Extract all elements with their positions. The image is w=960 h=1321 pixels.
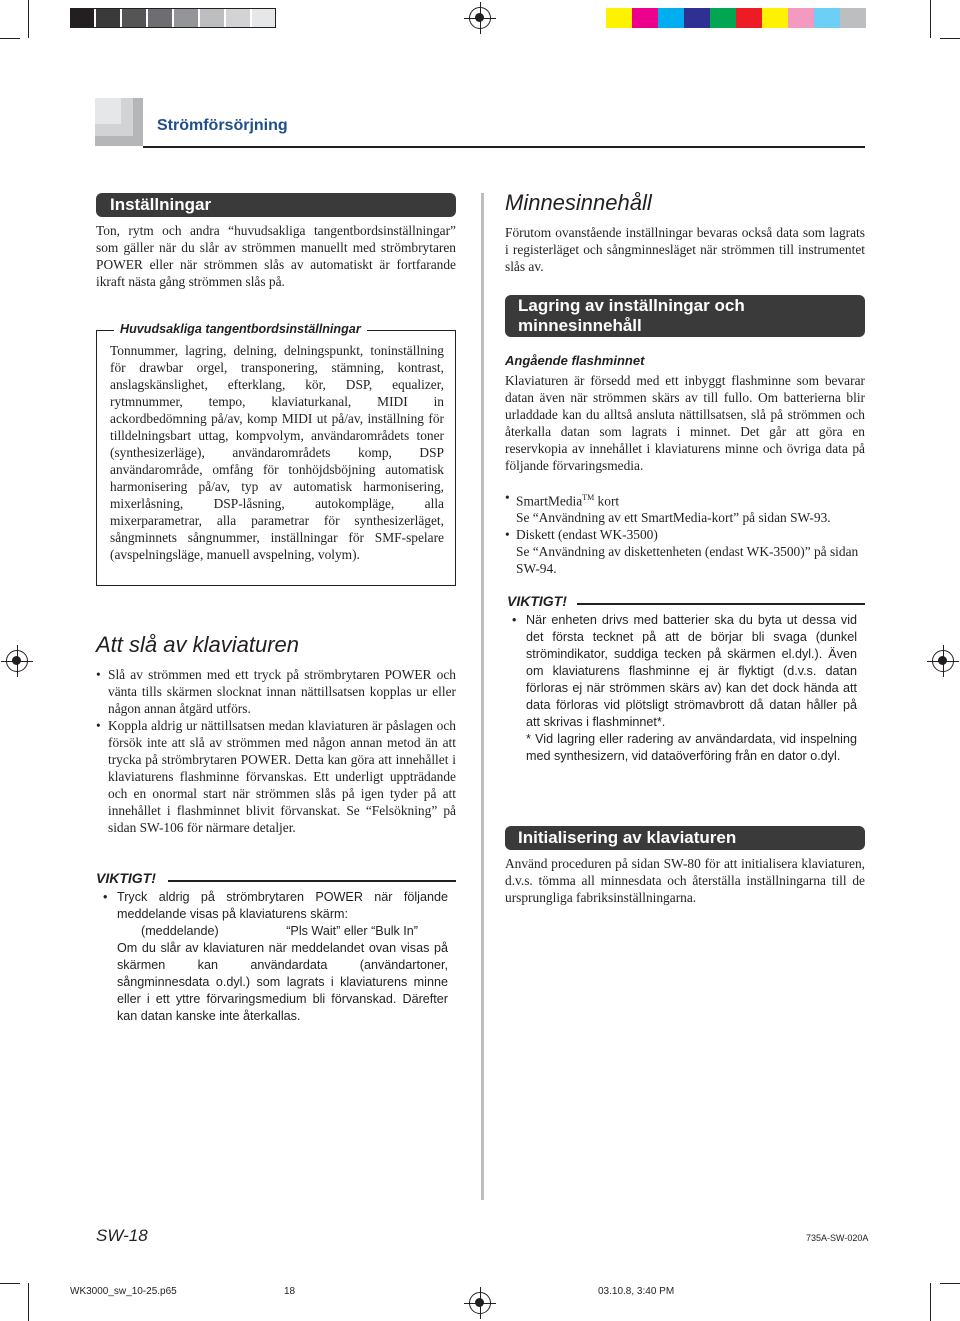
viktigt-rule <box>168 880 456 882</box>
installningar-text: Ton, rytm och andra “huvudsakliga tangentbordsinställningar” som gäller när du slår av strömmen manuellt med strömbrytaren POWER eller när strömmen slås av automatiskt är fortfarande ikraft nästa gång strömmen slås på. <box>96 223 456 289</box>
list-item: • Slå av strömmen med ett tryck på strömbrytaren POWER och vänta tills skärmen slocknat innan nättillsatsen kopplas ur eller någon annan åtgärd utförs. <box>96 666 456 717</box>
list-item: • Koppla aldrig ur nättillsatsen medan klaviaturen är påslagen och försök inte att slå av strömmen med någon annan metod än att trycka på strömbrytaren POWER. Detta kan göra att innehållet i klaviaturens flashminne förvanskas. Ett underligt uppträdande och en onormal start när strömmen slås på igen tyder på att innehållet i flashminnet blivit förvanskat. Se “Felsökning” på sidan SW-106 för närmare detaljer. <box>96 717 456 836</box>
viktigt-body-right: • När enheten drivs med batterier ska du byta ut dessa vid det första tecknet på att de börjar bli svaga (dunkel strömindikator, suddiga tecken på skärmen el.dyl.). Även om klaviaturens flashminne ej är flyktigt (d.v.s. datan förloras ej när strömmen skärs av) kan det dock hända att data förloras vid plötsligt strömavbrott då datan håller på att skrivas i flashminnet*. * Vid lagring eller radering av användardata, vid inspelning med synthesizern, vid dataöverföring från en dator o.dyl. <box>512 613 857 763</box>
minnesinnehall-text: Förutom ovanstående inställningar bevaras också data som lagrats i registerläget och sångminnesläget när strömmen till instrumentet slås av. <box>505 225 865 274</box>
smartmedia-suffix: kort <box>594 493 620 509</box>
print-timestamp: 03.10.8, 3:40 PM <box>598 1286 675 1297</box>
heading-initialisering-label: Initialisering av klaviaturen <box>518 828 737 847</box>
viktigt-msg-label: (meddelande) <box>141 924 219 938</box>
print-file-page: 18 <box>284 1286 296 1297</box>
column-divider <box>481 193 484 1200</box>
trademark-mark: TM <box>582 493 595 502</box>
page-number: SW-18 <box>96 1226 148 1245</box>
initialisering-text: Använd proceduren på sidan SW-80 för att initialisera klaviaturen, d.v.s. tömma all minnesdata och återställa inställningarna till de ursprungliga fabriksinställningarna. <box>505 856 865 905</box>
heading-initialisering <box>505 826 865 850</box>
heading-minnesinnehall: Minnesinnehåll <box>505 190 652 215</box>
diskett-title: Diskett (endast WK-3500) <box>516 527 658 543</box>
print-file-name: WK3000_sw_10-25.p65 <box>70 1286 177 1297</box>
heading-lagring <box>505 295 865 337</box>
smartmedia-ref: Se “Användning av ett SmartMedia-kort” på sidan SW-93. <box>516 510 831 526</box>
viktigt-body: • Tryck aldrig på strömbrytaren POWER när följande meddelande visas på klaviaturens skärm: (meddelande) “Pls Wait” eller “Bulk In” Om du slår av klaviaturen när meddelandet ovan visas på skärmen kan användardata (användartoner, sångminnesdata o.dyl.) som lagrats i klaviaturens minne eller i ett yttre förvaringsmedium bli förvanskad. Därefter kan datan kanske inte återkallas. <box>103 890 448 1023</box>
viktigt-bullet-right: När enheten drivs med batterier ska du byta ut dessa vid det första tecknet på att de börjar bli svaga (dunkel strömindikator, suddiga tecken på skärmen el.dyl.). Även om klaviaturens flashminne ej är flyktigt (d.v.s. datan förloras ej när strömmen skärs av) kan det dock hända att data förloras vid plötsligt strömavbrott då datan håller på att skrivas i flashminnet*. <box>526 613 857 729</box>
main-settings-box-text: Tonnummer, lagring, delning, delningspunkt, toninställning för drawbar orgel, transponering, stämning, kontrast, anslagskänslighet, efterklang, kör, DSP, equalizer, rytmnummer, tempo, klaviaturkanal, MIDI in ackordbedömning på/av, komp MIDI ut på/av, inställning för tilldelningsbart uttag, kompvolym, användarområdets toner (synthesizerläge), användarområdets komp, DSP användarområde, omfång för tonhöjdsböjning automatisk harmonisering på/av, typ av automatisk harmonisering, mixerlåsning, DSP-låsning, autokompläge, alla mixerparametrar, alla parametrar för synthesizerläget, sångminnets sångnummer, inställningar för SMF-spelare (avspelningsläge, manuell avspelning, volym). <box>110 343 444 562</box>
heading-installningar <box>96 193 456 217</box>
viktigt-rule-right <box>577 603 865 605</box>
diskett-ref: Se “Användning av diskettenheten (endast WK-3500)” på sidan SW-94. <box>516 544 859 577</box>
main-settings-box-title: Huvudsakliga tangentbordsinställningar <box>114 322 367 336</box>
viktigt-line2: Om du slår av klaviaturen när meddelandet ovan visas på skärmen kan användardata (användartoner, sångminnesdata o.dyl.) som lagrats i klaviaturens minne eller i ett yttre förvaringsmedium bli förvanskad. Därefter kan datan kanske inte återkallas. <box>117 941 448 1023</box>
heading-lagring-line2: minnesinnehåll <box>518 316 642 335</box>
flashminnet-subheading: Angående flashminnet <box>505 353 645 368</box>
viktigt-line1: Tryck aldrig på strömbrytaren POWER när följande meddelande visas på klaviaturens skärm: <box>117 890 448 921</box>
viktigt-label: VIKTIGT! <box>96 870 156 886</box>
viktigt-msg-text: “Pls Wait” eller “Bulk In” <box>286 924 419 938</box>
heading-lagring-line1: Lagring av inställningar och <box>518 296 745 315</box>
flashminnet-text: Klaviaturen är försedd med ett inbyggt flashminne som bevarar datan även när strömmen skärs av till fullo. Om batterierna blir urladdade kan du alltså ansluta nättillsatsen, slå på strömmen och återkalla datan som lagrats i minnet. Det går att göra en reservkopia av innehållet i klaviaturens minne och övriga data på följande förvaringsmedia. <box>505 373 865 473</box>
viktigt-label-right: VIKTIGT! <box>507 593 567 609</box>
viktigt-note-right: * Vid lagring eller radering av användardata, vid inspelning med synthesizern, vid dataöverföring från en dator o.dyl. <box>526 732 857 763</box>
list-item: • Diskett (endast WK-3500) <box>505 527 658 543</box>
smartmedia-title: SmartMedia <box>516 493 583 509</box>
section-title: Strömförsörjning <box>157 117 288 134</box>
list-item: • SmartMedia™ kort <box>505 490 620 509</box>
storage-media-list <box>505 489 865 577</box>
heading-installningar-label: Inställningar <box>110 195 212 214</box>
heading-att-sla-av: Att slå av klaviaturen <box>96 632 299 657</box>
att-sla-av-list <box>96 666 456 836</box>
document-code: 735A-SW-020A <box>806 1233 869 1243</box>
